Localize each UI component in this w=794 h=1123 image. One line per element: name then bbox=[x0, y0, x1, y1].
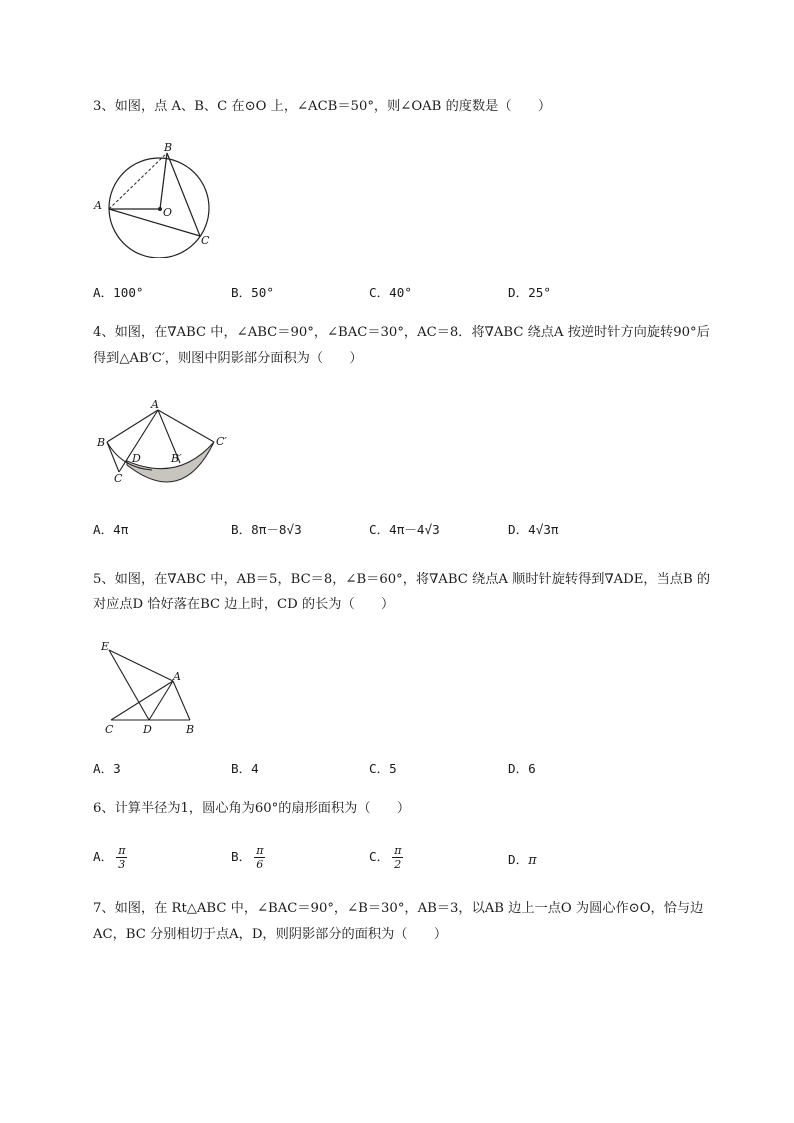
q4-option-a[interactable]: A．4π bbox=[93, 522, 129, 537]
q4-stem-line2: 得到△AB′C′，则图中阴影部分面积为（ ） bbox=[93, 351, 363, 366]
q4-stem-line1: 4、如图，在∇ABC 中，∠ABC＝90°，∠BAC＝30°，AC＝8．将∇ABC 绕点A 按逆时针方向旋转90°后 bbox=[93, 325, 710, 340]
q4-option-d[interactable]: D．4√3π bbox=[508, 522, 559, 537]
q3-stem: 3、如图，点 A、B、C 在⊙O 上，∠ACB＝50°，则∠OAB 的度数是（ ） bbox=[93, 99, 552, 114]
q4-label-a: A bbox=[151, 398, 159, 411]
q5-stem-line1: 5、如图，在∇ABC 中，AB＝5，BC＝8，∠B＝60°，将∇ABC 绕点A 顺时针旋转得到∇ADE，当点B 的 bbox=[93, 572, 711, 587]
q4-figure bbox=[92, 398, 242, 490]
q5-label-a: A bbox=[173, 670, 181, 683]
q4-label-c: C bbox=[114, 472, 123, 485]
q4-option-c[interactable]: C．4π－4√3 bbox=[369, 522, 440, 537]
q3-option-a[interactable]: A．100° bbox=[93, 285, 144, 300]
q3-label-b: B bbox=[164, 141, 173, 154]
q4-label-c-prime: C′ bbox=[216, 435, 227, 448]
q7-stem-line2: AC，BC 分别相切于点A，D，则阴影部分的面积为（ ） bbox=[93, 927, 448, 942]
q6-option-a[interactable]: A． $\frac{\pi}{3}$ bbox=[93, 844, 126, 871]
q3-label-o: O bbox=[163, 206, 173, 219]
q5-option-a[interactable]: A．3 bbox=[93, 761, 121, 776]
q3-label-a: A bbox=[94, 199, 102, 212]
q5-figure bbox=[97, 638, 207, 738]
q3-label-c: C bbox=[201, 234, 210, 247]
q5-stem-line2: 对应点D 恰好落在BC 边上时，CD 的长为（ ） bbox=[93, 597, 395, 612]
q5-label-c: C bbox=[105, 723, 114, 736]
q6-option-d[interactable]: D．π bbox=[508, 852, 537, 867]
q4-label-b-prime: B′ bbox=[171, 452, 182, 465]
q4-option-b[interactable]: B．8π－8√3 bbox=[231, 522, 302, 537]
q5-option-b[interactable]: B．4 bbox=[231, 761, 259, 776]
q5-option-d[interactable]: D．6 bbox=[508, 761, 536, 776]
q3-option-b[interactable]: B．50° bbox=[231, 285, 274, 300]
q4-label-d: D bbox=[132, 452, 141, 465]
q6-option-c[interactable]: C． $\frac{\pi}{2}$ bbox=[369, 844, 402, 871]
q3-option-d[interactable]: D．25° bbox=[508, 285, 551, 300]
q3-option-c[interactable]: C．40° bbox=[369, 285, 412, 300]
q5-label-d: D bbox=[143, 723, 152, 736]
q4-label-b: B bbox=[97, 436, 106, 449]
q5-label-b: B bbox=[186, 723, 195, 736]
q5-option-c[interactable]: C．5 bbox=[369, 761, 397, 776]
q3-figure bbox=[90, 138, 220, 258]
q6-option-b[interactable]: B． $\frac{\pi}{6}$ bbox=[231, 844, 264, 871]
q6-stem: 6、计算半径为1，圆心角为60°的扇形面积为（ ） bbox=[93, 801, 411, 816]
q5-label-e: E bbox=[101, 640, 110, 653]
q7-stem-line1: 7、如图，在 Rt△ABC 中，∠BAC＝90°，∠B＝30°，AB＝3，以AB 边上一点O 为圆心作⊙O，恰与边 bbox=[93, 901, 704, 916]
